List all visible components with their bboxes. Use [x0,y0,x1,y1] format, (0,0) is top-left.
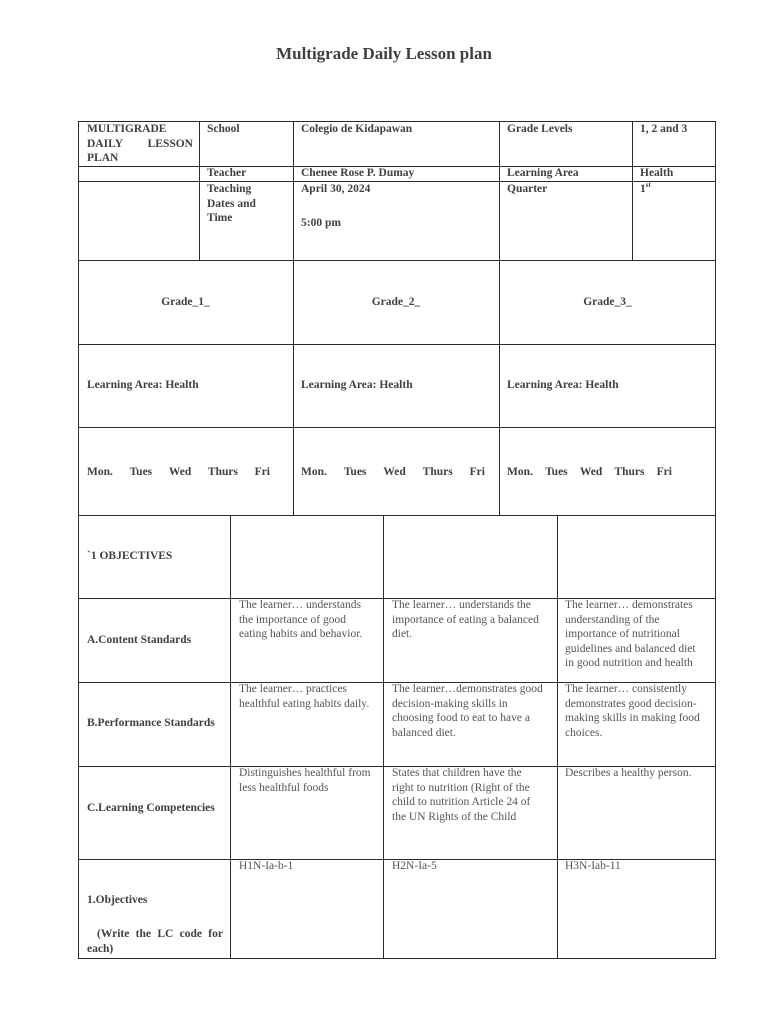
content-standards-grade-2: The learner… understands the importance of eating a balanced diet. [392,599,539,640]
grade-1-label: Grade_1_ [161,296,210,308]
quarter-label: Quarter [507,183,548,195]
grade-2-label: Grade_2_ [371,296,421,308]
grade-2-learning-area: Learning Area: Health [301,379,413,391]
grade-levels-label: Grade Levels [507,123,573,135]
school-label: School [207,123,240,135]
learning-competencies-grade-2: States that children have the right to nutrition (Right of the child to nutrition Article 24 of the UN Rights of the Child [392,767,531,823]
learning-competencies-grade-3: Describes a healthy person. [565,767,692,779]
grade-3-learning-area: Learning Area: Health [507,379,619,391]
time-value: 5:00 pm [301,217,341,229]
lc-code-grade-3: H3N-Iab-11 [565,860,621,872]
grade-3-label: Grade_3_ [583,296,632,308]
learning-competencies-label: C.Learning Competencies [87,802,215,814]
content-standards-label: A.Content Standards [87,634,192,646]
objectives-heading: `1 OBJECTIVES [87,550,173,562]
grade-1-days: Mon. Tues Wed Thurs Fri [87,466,270,478]
school-value: Colegio de Kidapawan [301,123,413,135]
teaching-dates-label: Teaching Dates and Time [207,183,256,224]
objectives-label: 1.Objectives [87,894,148,906]
content-standards-grade-1: The learner… understands the importance of good eating habits and behavior. [239,599,363,640]
quarter-value: 1st [640,181,651,195]
learning-competencies-grade-1: Distinguishes healthful from less healthful foods [239,767,371,794]
teacher-label: Teacher [207,167,247,179]
document-title: Multigrade Daily Lesson plan [276,44,492,63]
content-standards-grade-3: The learner… demonstrates understanding of the importance of nutritional guidelines and balanced diet in good nutrition and health [565,599,696,669]
objectives-note: (Write the LC code for each) [87,928,223,955]
grade-3-days: Mon. Tues Wed Thurs Fri [507,466,672,478]
lc-code-grade-2: H2N-Ia-5 [392,860,437,872]
lc-code-grade-1: H1N-Ia-b-1 [239,860,294,872]
performance-standards-grade-2: The learner…demonstrates good decision-making skills in choosing food to eat to have a balanced diet. [392,683,543,739]
date-value: April 30, 2024 [301,183,371,195]
learning-area-label: Learning Area [507,167,579,179]
learning-area-value: Health [640,167,674,179]
grade-2-days: Mon. Tues Wed Thurs Fri [301,466,485,478]
teacher-value: Chenee Rose P. Dumay [301,167,415,179]
performance-standards-label: B.Performance Standards [87,717,215,729]
performance-standards-grade-3: The learner… consistently demonstrates good decision- making skills in making food choices. [565,683,700,739]
multigrade-label: MULTIGRADE DAILY LESSON PLAN [87,123,193,164]
grade-1-learning-area: Learning Area: Health [87,379,199,391]
grade-levels-value: 1, 2 and 3 [640,123,688,135]
performance-standards-grade-1: The learner… practices healthful eating habits daily. [239,683,370,710]
